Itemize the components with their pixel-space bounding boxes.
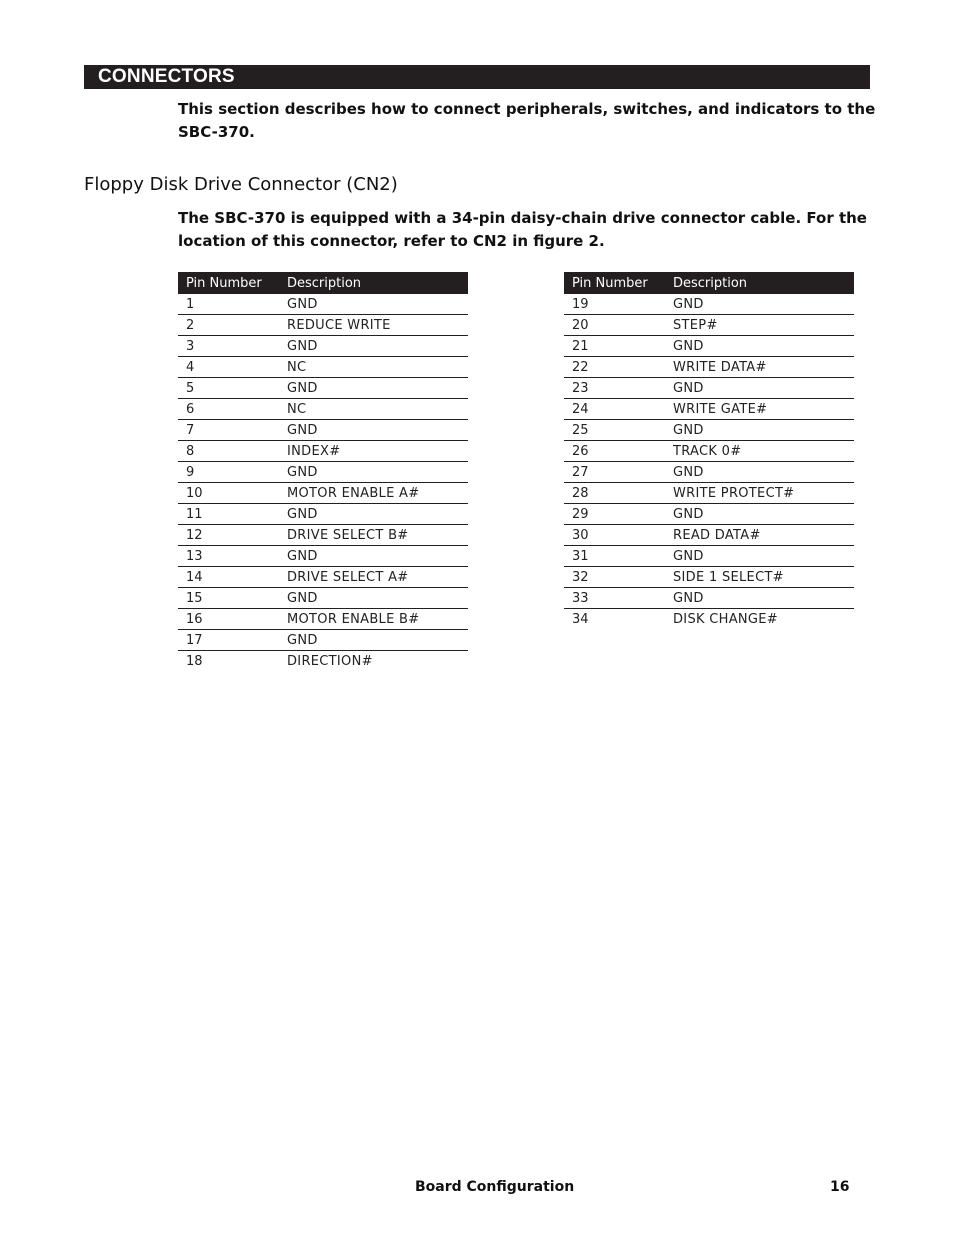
pin-number-cell: 8 xyxy=(178,441,279,462)
description-cell: DIRECTION# xyxy=(287,654,373,669)
table-row xyxy=(178,630,468,651)
description-cell: GND xyxy=(279,420,468,441)
description-cell: STEP# xyxy=(665,315,854,336)
description-cell: WRITE GATE# xyxy=(665,399,854,420)
table-row xyxy=(178,546,468,567)
table-row xyxy=(564,567,854,588)
pin-number-cell: 25 xyxy=(564,420,665,441)
description-cell: MOTOR ENABLE A# xyxy=(279,483,468,504)
pin-number-cell: 32 xyxy=(564,567,665,588)
description-cell: READ DATA# xyxy=(665,525,854,546)
pin-number-cell: 13 xyxy=(178,546,279,567)
pin-number-cell: 9 xyxy=(178,462,279,483)
pin-number-cell: 1 xyxy=(178,294,279,315)
table-row xyxy=(564,588,854,609)
table-row xyxy=(178,357,468,378)
pin-number-cell: 12 xyxy=(178,525,279,546)
table-row xyxy=(178,294,468,315)
table-row xyxy=(564,525,854,546)
pin-number-cell: 21 xyxy=(564,336,665,357)
pin-number-cell: 20 xyxy=(564,315,665,336)
pin-number-cell: 14 xyxy=(178,567,279,588)
description-cell: GND xyxy=(665,588,854,609)
description-cell: NC xyxy=(279,357,468,378)
description-cell: DISK CHANGE# xyxy=(673,612,779,627)
table-row xyxy=(178,504,468,525)
pin-number-cell: 24 xyxy=(564,399,665,420)
subsection-body: The SBC-370 is equipped with a 34-pin daisy-chain drive connector cable. For the location of this connector, refer to CN2 in figure 2. xyxy=(178,209,867,250)
subsection-title: Floppy Disk Drive Connector (CN2) xyxy=(84,174,398,195)
pin-number-cell: 29 xyxy=(564,504,665,525)
table-row xyxy=(564,378,854,399)
table-row xyxy=(178,336,468,357)
pin-number-cell: 6 xyxy=(178,399,279,420)
table-row xyxy=(178,462,468,483)
pin-number-cell: 19 xyxy=(564,294,665,315)
pin-number-cell: 5 xyxy=(178,378,279,399)
description-header: Description xyxy=(665,272,854,294)
pin-number-cell: 11 xyxy=(178,504,279,525)
table-row xyxy=(564,336,854,357)
table-row xyxy=(178,483,468,504)
table-row xyxy=(178,651,468,672)
description-header: Description xyxy=(279,272,468,294)
pin-number-cell: 31 xyxy=(564,546,665,567)
table-row xyxy=(564,294,854,315)
intro-paragraph: This section describes how to connect peripherals, switches, and indicators to the SBC-370. xyxy=(178,100,876,141)
pin-number-cell: 3 xyxy=(178,336,279,357)
description-cell: GND xyxy=(665,420,854,441)
table-row xyxy=(178,567,468,588)
description-cell: WRITE DATA# xyxy=(665,357,854,378)
pin-number-cell: 7 xyxy=(178,420,279,441)
table-row xyxy=(178,441,468,462)
pin-number-cell: 16 xyxy=(178,609,279,630)
pin-number-cell: 33 xyxy=(564,588,665,609)
table-row xyxy=(564,315,854,336)
table-row xyxy=(178,525,468,546)
pin-number-cell: 15 xyxy=(178,588,279,609)
table-row xyxy=(564,546,854,567)
description-cell: DRIVE SELECT B# xyxy=(279,525,468,546)
table-row xyxy=(564,420,854,441)
description-cell: GND xyxy=(665,336,854,357)
table-row xyxy=(564,609,854,630)
table-header-row xyxy=(564,272,854,294)
pin-number-header: Pin Number xyxy=(564,272,665,294)
table-row xyxy=(178,588,468,609)
table-header-row xyxy=(178,272,468,294)
pin-number-cell: 18 xyxy=(186,654,203,669)
table-row xyxy=(178,420,468,441)
pin-number-cell: 26 xyxy=(564,441,665,462)
pin-number-cell: 28 xyxy=(564,483,665,504)
description-cell: GND xyxy=(279,378,468,399)
footer-title: Board Configuration xyxy=(415,1179,575,1195)
description-cell: GND xyxy=(665,462,854,483)
description-cell: GND xyxy=(279,294,468,315)
description-cell: GND xyxy=(279,336,468,357)
pin-number-cell: 34 xyxy=(572,612,589,627)
table-row xyxy=(564,357,854,378)
table-row xyxy=(564,399,854,420)
table-row xyxy=(564,504,854,525)
pin-number-cell: 22 xyxy=(564,357,665,378)
pin-number-cell: 17 xyxy=(178,630,279,651)
description-cell: NC xyxy=(279,399,468,420)
description-cell: GND xyxy=(279,588,468,609)
description-cell: GND xyxy=(665,546,854,567)
table-row xyxy=(178,378,468,399)
pin-number-cell: 30 xyxy=(564,525,665,546)
pin-number-cell: 2 xyxy=(178,315,279,336)
description-cell: GND xyxy=(665,378,854,399)
section-title: CONNECTORS xyxy=(98,66,235,87)
pin-table-right xyxy=(564,272,854,629)
table-row xyxy=(178,399,468,420)
pin-number-cell: 4 xyxy=(178,357,279,378)
description-cell: REDUCE WRITE xyxy=(279,315,468,336)
description-cell: GND xyxy=(279,546,468,567)
description-cell: TRACK 0# xyxy=(665,441,854,462)
pin-table-left xyxy=(178,272,468,671)
description-cell: GND xyxy=(665,294,854,315)
pin-number-header: Pin Number xyxy=(178,272,279,294)
pin-number-cell: 10 xyxy=(178,483,279,504)
description-cell: GND xyxy=(279,630,468,651)
description-cell: WRITE PROTECT# xyxy=(665,483,854,504)
description-cell: SIDE 1 SELECT# xyxy=(665,567,854,588)
pin-number-cell: 23 xyxy=(564,378,665,399)
table-row xyxy=(178,315,468,336)
table-row xyxy=(564,441,854,462)
table-row xyxy=(178,609,468,630)
table-row xyxy=(564,462,854,483)
description-cell: DRIVE SELECT A# xyxy=(279,567,468,588)
pin-number-cell: 27 xyxy=(564,462,665,483)
description-cell: INDEX# xyxy=(279,441,468,462)
description-cell: GND xyxy=(279,504,468,525)
section-header-bar xyxy=(84,65,870,89)
description-cell: GND xyxy=(665,504,854,525)
table-row xyxy=(564,483,854,504)
description-cell: MOTOR ENABLE B# xyxy=(279,609,468,630)
page-number: 16 xyxy=(830,1179,850,1195)
description-cell: GND xyxy=(279,462,468,483)
